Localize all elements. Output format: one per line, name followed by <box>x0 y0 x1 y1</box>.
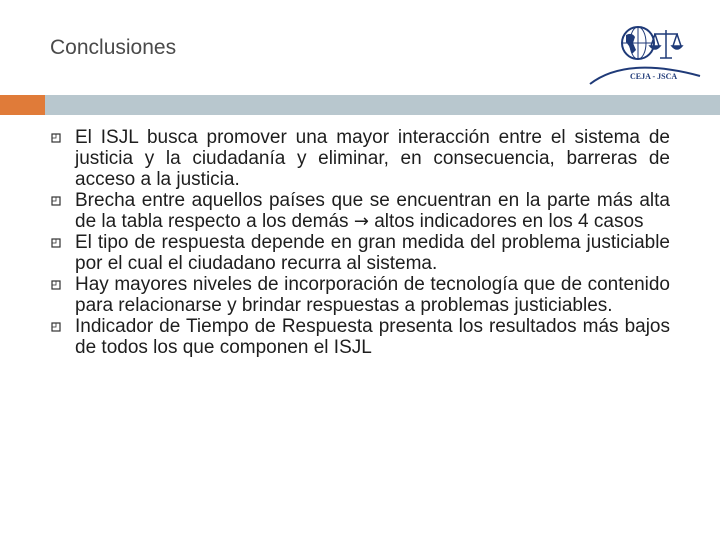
bullet-text-compound <box>75 190 670 232</box>
logo-wordmark: CEJA - JSCA <box>630 72 678 81</box>
header-rule-accent <box>0 95 45 115</box>
square-bullet-icon <box>51 133 61 143</box>
bullet-text: Brecha entre aquellos países que se encuentran en la parte más alta de la tabla respecto a los demás <box>75 190 670 232</box>
bullet-item <box>50 190 670 232</box>
arrow-right-icon: → <box>353 211 369 232</box>
ceja-jsca-logo <box>586 16 706 88</box>
square-bullet-icon <box>51 238 61 248</box>
bullet-item <box>50 232 670 274</box>
bullet-text: El ISJL busca promover una mayor interacción entre el sistema de justicia y la ciudadanía y eliminar, en consecuencia, barreras de acceso a la justicia. <box>75 127 670 190</box>
bullet-text: Hay mayores niveles de incorporación de tecnología que de contenido para relacionarse y brindar respuestas a problemas justiciables. <box>75 274 670 316</box>
square-bullet-icon <box>51 280 61 290</box>
bullet-item <box>50 127 670 190</box>
globe-icon <box>622 27 654 59</box>
bullet-list <box>50 127 670 358</box>
bullet-item <box>50 316 670 358</box>
slide-title: Conclusiones <box>50 36 177 59</box>
square-bullet-icon <box>51 322 61 332</box>
bullet-text: Indicador de Tiempo de Respuesta presenta los resultados más bajos de todos los que componen el ISJL <box>75 316 670 358</box>
bullet-text: El tipo de respuesta depende en gran medida del problema justiciable por el cual el ciudadano recurra al sistema. <box>75 232 670 274</box>
bullet-item <box>50 274 670 316</box>
square-bullet-icon <box>51 196 61 206</box>
header-rule <box>45 95 720 115</box>
bullet-text-after: altos indicadores en los 4 casos <box>368 211 644 232</box>
